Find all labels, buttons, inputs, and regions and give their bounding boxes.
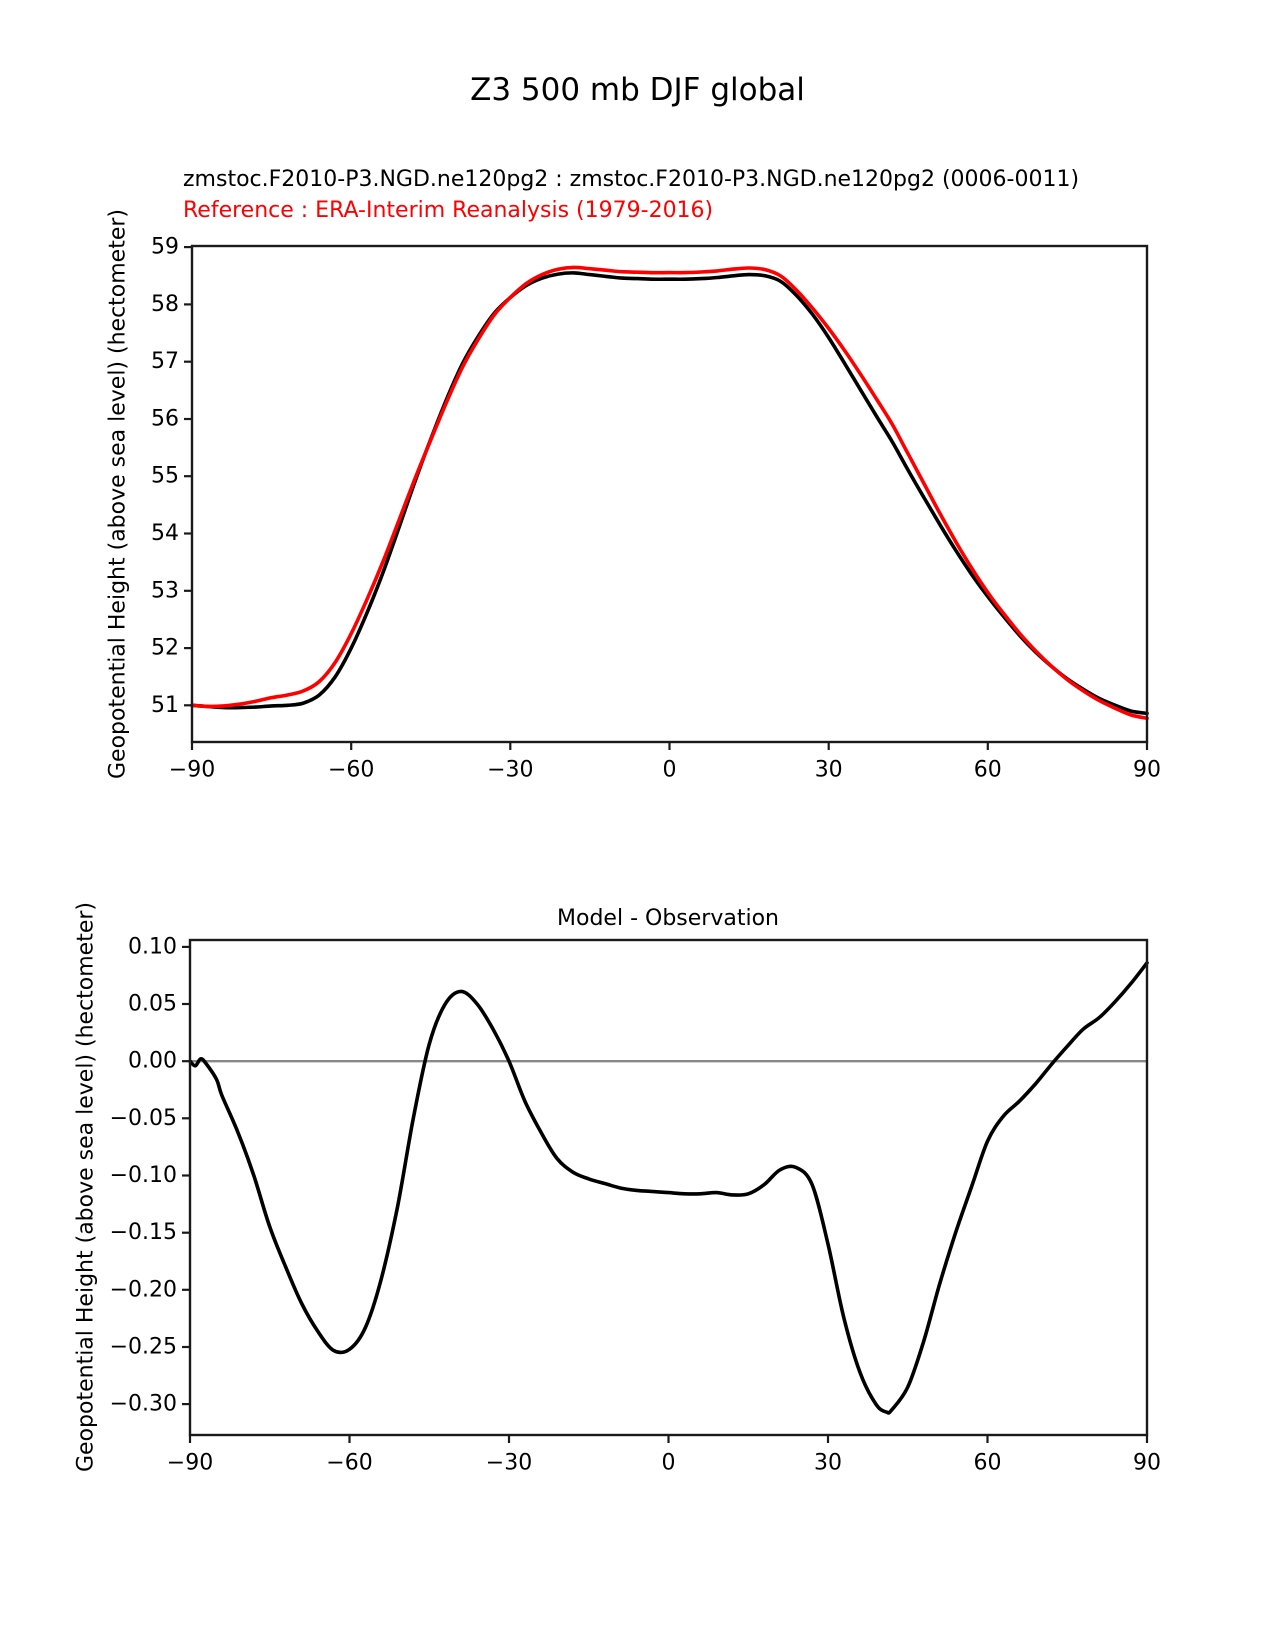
y-tick-label: 55 (151, 463, 179, 489)
x-tick-label: −90 (166, 1450, 214, 1476)
y-tick-label: 57 (151, 349, 179, 375)
figure-title: Z3 500 mb DJF global (470, 72, 805, 108)
y-tick-label: 51 (151, 692, 179, 718)
x-tick-label: −60 (326, 1450, 373, 1476)
series-line-reference-era-interim-reanalysis (192, 267, 1147, 718)
bottom-chart-title: Model - Observation (557, 906, 779, 931)
x-tick-label: 0 (661, 1450, 676, 1476)
y-tick-label: 53 (151, 578, 179, 604)
x-tick-label: −30 (487, 757, 534, 783)
x-tick-label: 30 (814, 1450, 842, 1476)
y-tick-label: −0.20 (109, 1277, 177, 1303)
y-tick-label: 0.00 (128, 1048, 177, 1074)
series-line-model-minus-observation (190, 963, 1147, 1413)
top-chart-plot-area (100, 236, 1175, 796)
series-line-model-zmstoc-F2010-P3-NGD-ne120pg2 (192, 273, 1147, 714)
reference-run-label: Reference : ERA-Interim Reanalysis (1979-2016) (183, 198, 714, 223)
top-chart-y-axis-label: Geopotential Height (above sea level) (hectometer) (105, 208, 131, 780)
x-tick-label: 30 (814, 757, 843, 783)
y-tick-label: −0.10 (109, 1163, 177, 1188)
y-tick-label: −0.30 (109, 1391, 177, 1417)
y-tick-label: 52 (151, 635, 179, 661)
y-tick-label: −0.05 (109, 1105, 177, 1131)
x-tick-label: −30 (485, 1450, 533, 1476)
x-tick-label: 90 (1133, 757, 1161, 783)
axes-box (190, 940, 1147, 1435)
y-tick-label: 58 (151, 291, 179, 317)
bottom-chart-y-axis-label: Geopotential Height (above sea level) (hectometer) (73, 901, 99, 1473)
bottom-chart-plot-area (100, 930, 1175, 1490)
x-tick-label: 60 (973, 1450, 1002, 1476)
x-tick-label: 90 (1133, 1450, 1161, 1476)
y-tick-label: 0.05 (128, 991, 177, 1017)
axes-box (192, 246, 1147, 742)
x-tick-label: −60 (327, 757, 375, 783)
model-run-label: zmstoc.F2010-P3.NGD.ne120pg2 : zmstoc.F2010-P3.NGD.ne120pg2 (0006-0011) (183, 167, 1080, 192)
x-tick-label: −90 (168, 757, 216, 783)
y-tick-label: 54 (151, 521, 179, 546)
y-tick-label: −0.25 (109, 1334, 177, 1360)
y-tick-label: 56 (151, 406, 179, 432)
y-tick-label: −0.15 (109, 1220, 177, 1246)
y-tick-label: 0.10 (128, 934, 177, 960)
x-tick-label: 0 (662, 757, 677, 783)
y-tick-label: 59 (151, 234, 179, 260)
x-tick-label: 60 (973, 757, 1002, 783)
